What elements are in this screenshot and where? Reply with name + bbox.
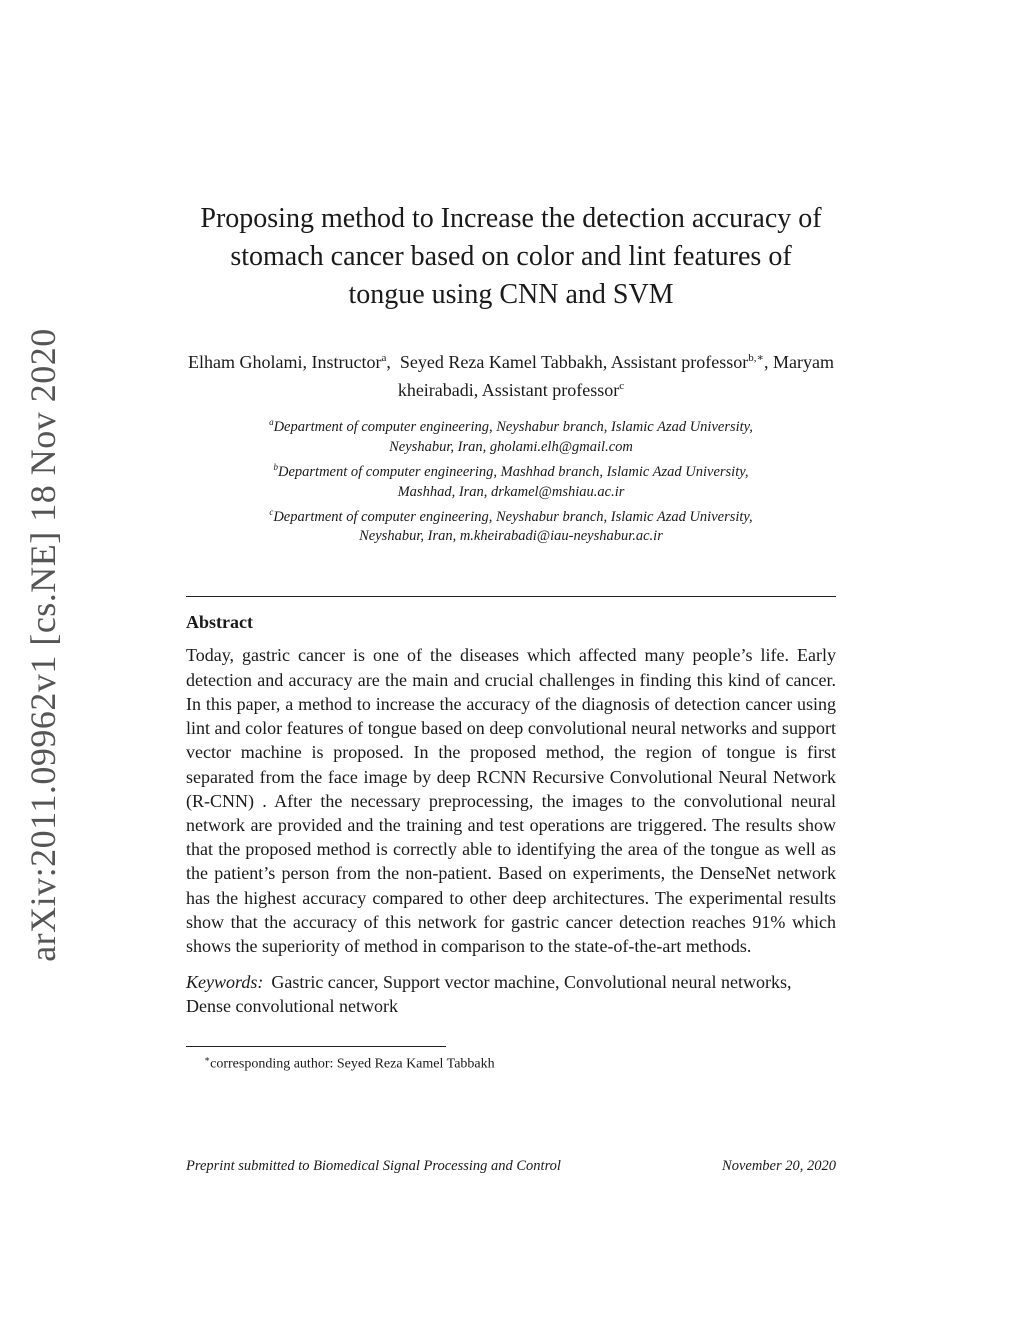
- affiliation-line: Mashhad, Iran, drkamel@mshiau.ac.ir: [397, 483, 625, 500]
- keywords-label: Keywords:: [186, 972, 264, 993]
- author-name: Elham Gholami, Instructor: [188, 352, 382, 372]
- abstract-body: Today, gastric cancer is one of the diseases which affected many people’s life. Early detection and accuracy are the main and crucial challenges in finding this kind of cancer. In this paper, a method to increase the accuracy of the diagnosis of detection cancer using lint and color features of tongue based on deep convolutional neural networks and support vector machine is proposed. In the proposed method, the region of tongue is first separated from the face image by deep RCNN Recursive Convolutional Neural Network (R-CNN) . After the necessary preprocessing, the images to the convolutional neural network are provided and the training and test operations are triggered. The results show that the proposed method is correctly able to identifying the area of the tongue as well as the patient’s person from the non-patient. Based on experiments, the DenseNet network has the highest accuracy compared to other deep architectures. The experimental results show that the accuracy of this network for gastric cancer detection reaches 91% which shows the superiority of method in comparison to the state-of-the-art methods.: [186, 645, 836, 956]
- title-line: stomach cancer based on color and lint features of: [230, 241, 792, 272]
- paper-page: [186, 200, 836, 1174]
- arxiv-sidebar-stamp: [18, 328, 68, 962]
- footnote-text: corresponding author: Seyed Reza Kamel Tabbakh: [210, 1056, 495, 1072]
- author-list: Elham Gholami, Instructor$^a$, Seyed Reza Kamel Tabbakh, Assistant professor$^{b,∗}$, Maryam kheirabadi, Assistant professor$^c$: [188, 352, 834, 400]
- author-name: Maryam kheirabadi, Assistant professor: [397, 352, 834, 400]
- affiliation-line: Neyshabur, Iran, m.kheirabadi@iau-neyshabur.ac.ir: [359, 528, 663, 545]
- author-affil-mark: c: [619, 380, 625, 392]
- keywords-block: [186, 970, 836, 1018]
- footnote-rule: [186, 1046, 446, 1047]
- affiliation-line: Department of computer engineering, Mashhad branch, Islamic Azad University,: [277, 463, 749, 480]
- abstract-top-rule: [186, 596, 836, 597]
- footer-date: November 20, 2020: [722, 1158, 836, 1174]
- footnote-mark: ∗: [204, 1054, 211, 1065]
- affiliation-line: Department of computer engineering, Neyshabur branch, Islamic Azad University,: [273, 418, 753, 435]
- affiliation-line: Neyshabur, Iran, gholami.elh@gmail.com: [389, 438, 633, 455]
- keywords-text: Gastric cancer, Support vector machine, Convolutional neural networks, Dense convolutional network: [186, 972, 792, 1017]
- author-affil-mark: b,∗: [748, 352, 764, 364]
- author-affil-mark: a: [381, 352, 387, 364]
- title-line: tongue using CNN and SVM: [348, 279, 674, 310]
- affiliation-mark: a: [269, 417, 274, 427]
- affiliation-mark: c: [269, 506, 274, 517]
- affiliation-b: [186, 457, 836, 502]
- affiliation-c: [186, 502, 836, 547]
- author-name: Seyed Reza Kamel Tabbakh, Assistant professor: [399, 352, 749, 372]
- page-footer: [186, 1158, 836, 1175]
- arxiv-identifier: arXiv:2011.09962v1 [cs.NE] 18 Nov 2020: [23, 328, 63, 962]
- affiliations: [186, 412, 836, 546]
- affiliation-line: Department of computer engineering, Neyshabur branch, Islamic Azad University,: [273, 508, 753, 525]
- abstract-heading: Abstract: [186, 612, 253, 633]
- affiliation-a: [186, 412, 836, 457]
- paper-title: [186, 200, 836, 314]
- title-line: Proposing method to Increase the detection accuracy of: [200, 203, 822, 234]
- footnote: [186, 1054, 836, 1073]
- affiliation-mark: b: [273, 461, 278, 472]
- footer-journal: Preprint submitted to Biomedical Signal Processing and Control: [186, 1158, 561, 1174]
